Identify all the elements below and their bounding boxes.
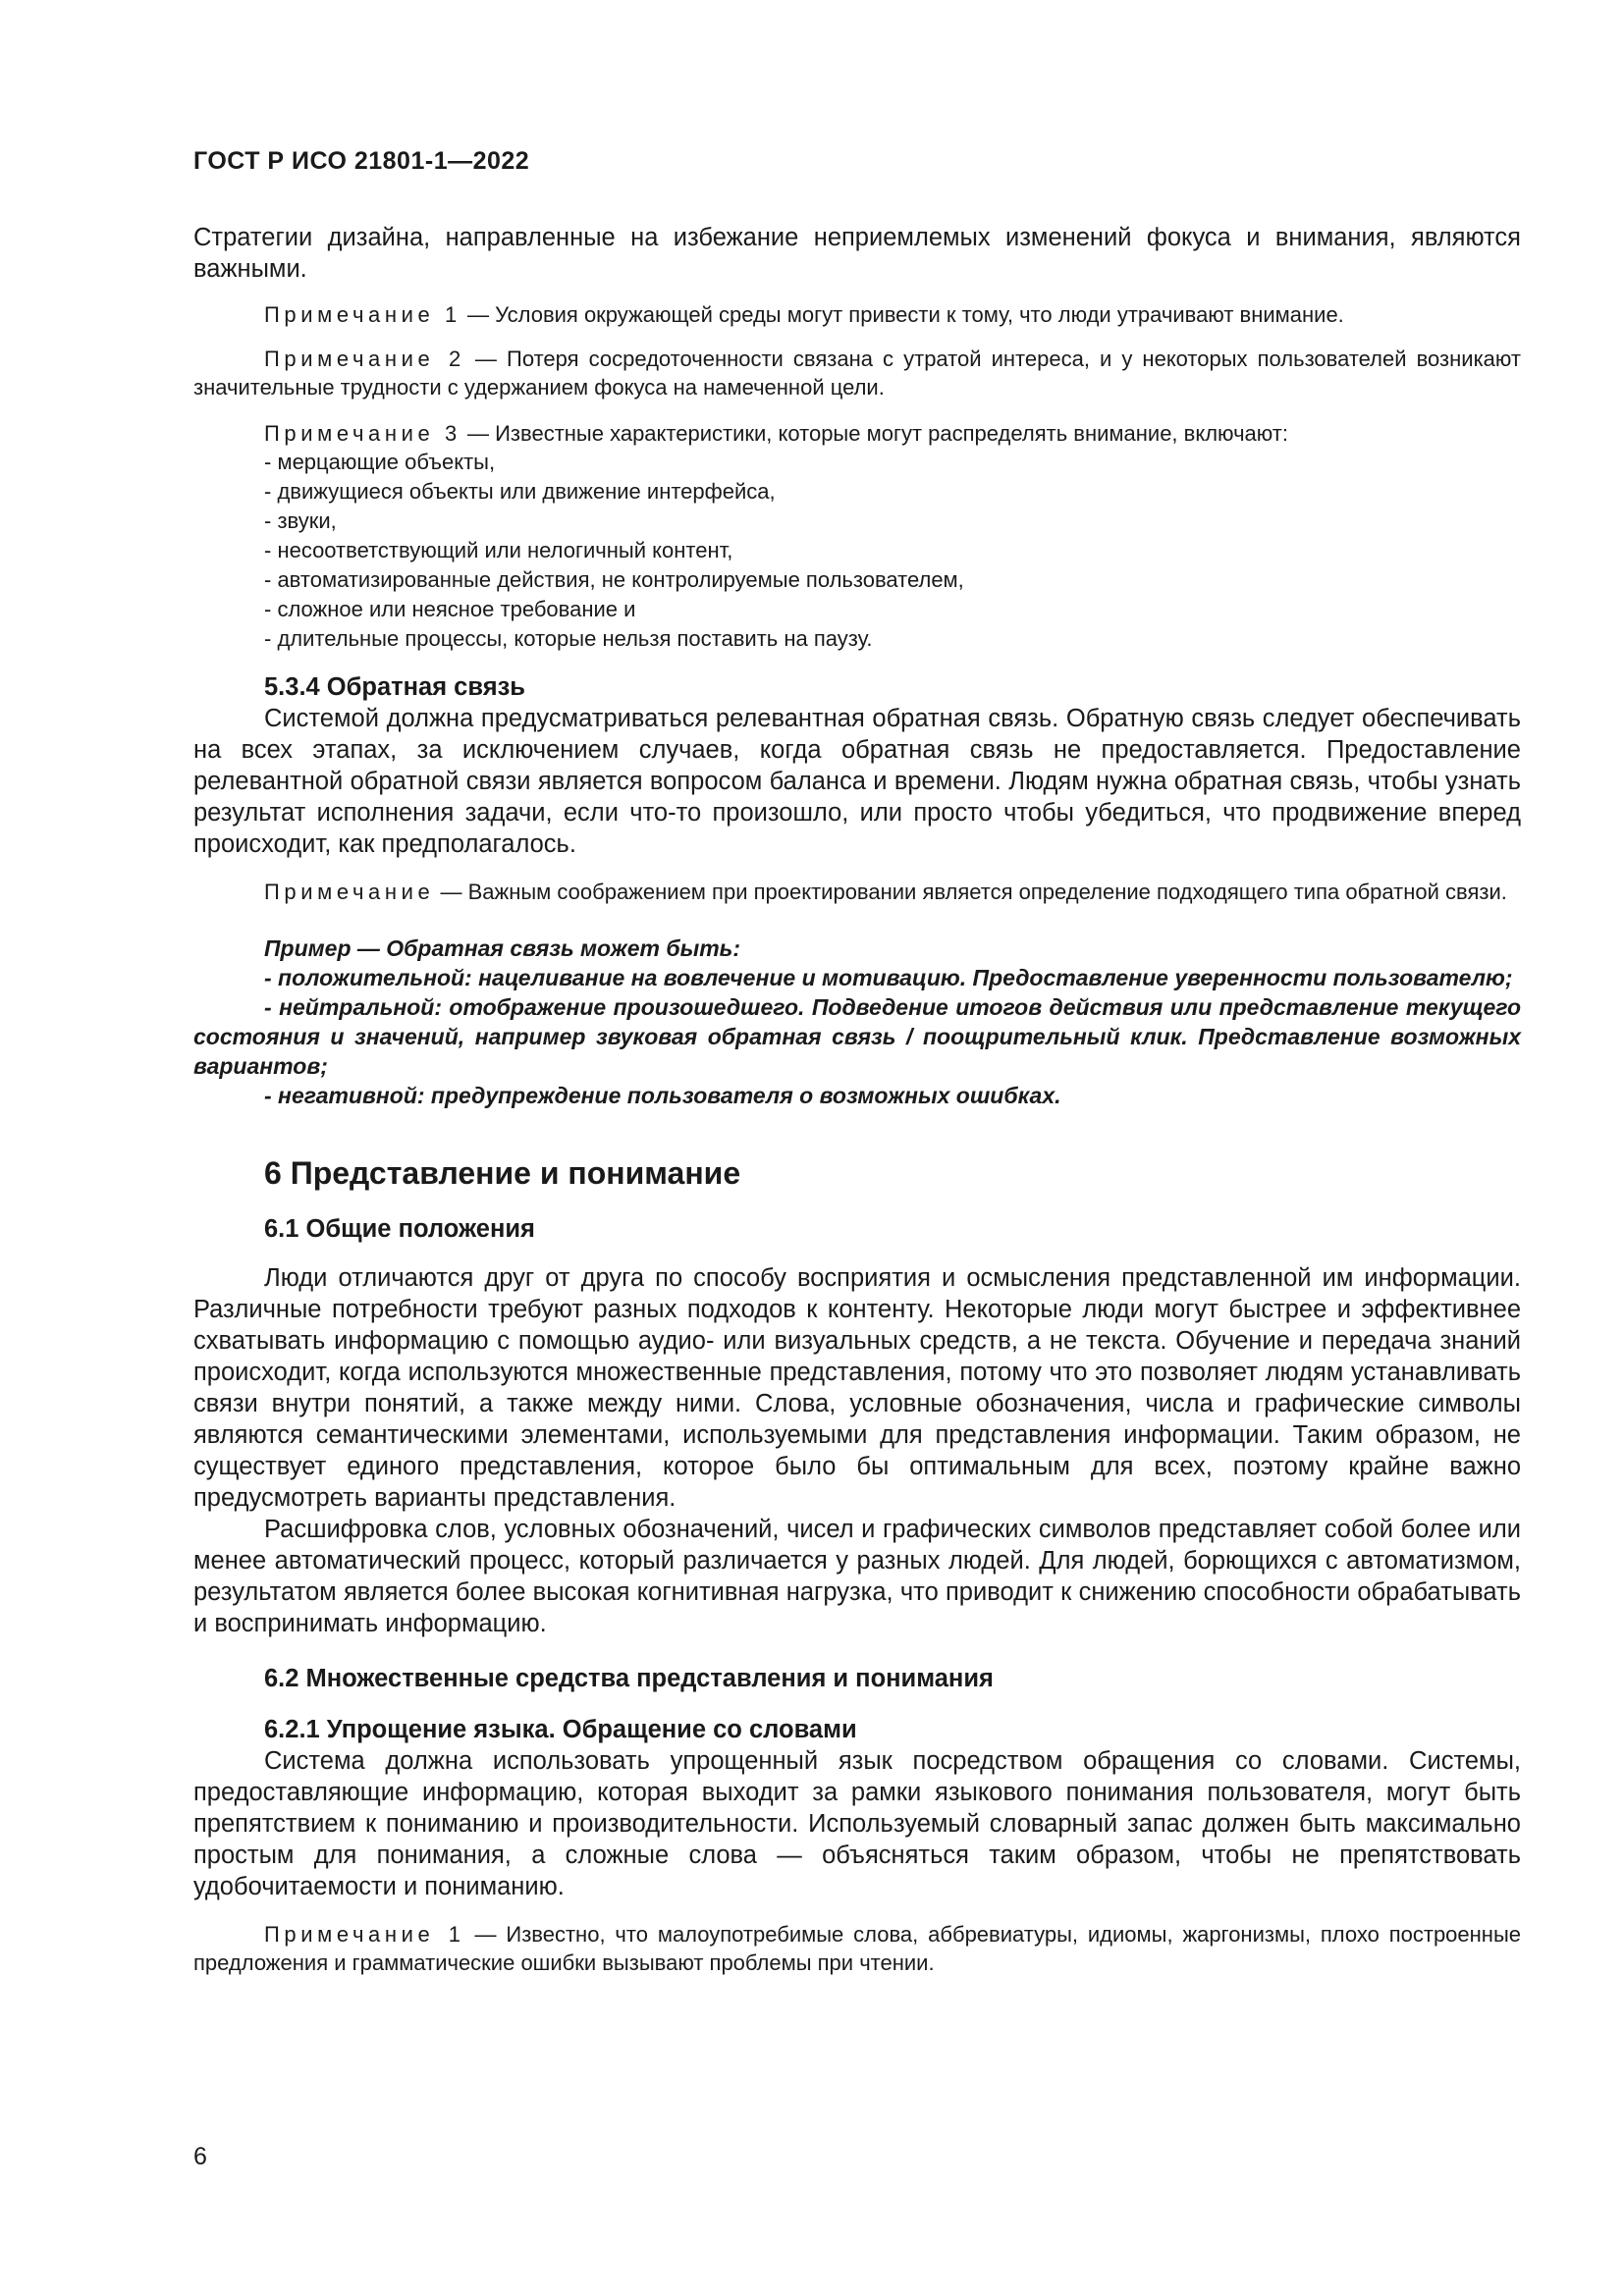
- note-3: [193, 419, 1521, 448]
- note-3-list: [193, 448, 1521, 654]
- section-5-3-4-note: [193, 878, 1521, 906]
- note-1: [193, 300, 1521, 329]
- note-text: — Важным соображением при проектировании является определение подходящего типа обратной связи.: [434, 880, 1507, 904]
- note-text: — Известно, что малоупотребимые слова, аббревиатуры, идиомы, жаргонизмы, плохо построенные предложения и грамматические ошибки вызывают проблемы при чтении.: [193, 1922, 1521, 1975]
- section-6-1-paragraph-2: Расшифровка слов, условных обозначений, чисел и графических символов представляет собой более или менее автоматический процесс, который различается у разных людей. Для людей, борющихся с автоматизмом, результатом является более высокая когнитивная нагрузка, что приводит к снижению способности обрабатывать и воспринимать информацию.: [193, 1516, 1521, 1637]
- section-6-2-1-note: [193, 1920, 1521, 1977]
- note-text: — Потеря сосредоточенности связана с утратой интереса, и у некоторых пользователей возникают значительные трудности с удержанием фокуса на намеченной цели.: [193, 347, 1522, 400]
- page-content: [193, 222, 1521, 1977]
- list-item: - движущиеся объекты или движение интерфейса,: [264, 479, 776, 504]
- section-6-2-1-body: Система должна использовать упрощенный язык посредством обращения со словами. Системы, предоставляющие информацию, которая выходит за рамки языкового понимания пользователя, могут быть препятствием к пониманию и производительности. Используемый словарный запас должен быть максимально простым для понимания, а сложные слова — объясняться таким образом, чтобы не препятствовать удобочитаемости и пониманию.: [193, 1747, 1521, 1900]
- note-label: Примечание 1: [264, 1922, 465, 1947]
- list-item: - сложное или неясное требование и: [264, 597, 636, 621]
- example-line: - негативной: предупреждение пользователя о возможных ошибках.: [264, 1083, 1061, 1108]
- example-line: Пример — Обратная связь может быть:: [264, 935, 740, 961]
- example-line: - нейтральной: отображение произошедшего. Подведение итогов действия или представление текущего состояния и значений, например звуковая обратная связь / поощрительный клик. Представление возможных вариантов;: [193, 994, 1521, 1079]
- section-6-1-title: 6.1 Общие положения: [264, 1215, 535, 1243]
- example-block: [193, 934, 1521, 1110]
- section-5-3-4-title: 5.3.4 Обратная связь: [264, 673, 525, 701]
- section-5-3-4-body: Системой должна предусматриваться релевантная обратная связь. Обратную связь следует обеспечивать на всех этапах, за исключением случаев, когда обратная связь не предоставляется. Предоставление релевантной обратной связи является вопросом баланса и времени. Людям нужна обратная связь, чтобы узнать результат исполнения задачи, если что-то произошло, или просто чтобы убедиться, что продвижение вперед происходит, как предполагалось.: [193, 705, 1521, 858]
- note-label: Примечание 3: [264, 421, 461, 446]
- note-label: Примечание 1: [264, 302, 461, 327]
- list-item: - длительные процессы, которые нельзя поставить на паузу.: [264, 626, 873, 651]
- note-2: [193, 345, 1521, 401]
- page-number: 6: [193, 2143, 207, 2170]
- list-item: - звуки,: [264, 508, 337, 533]
- note-text: — Условия окружающей среды могут привести к тому, что люди утрачивают внимание.: [460, 302, 1344, 327]
- intro-paragraph: Стратегии дизайна, направленные на избежание неприемлемых изменений фокуса и внимания, являются важными.: [193, 224, 1521, 283]
- document-header: ГОСТ Р ИСО 21801-1—2022: [193, 147, 530, 175]
- note-label: Примечание: [264, 880, 435, 904]
- note-text: — Известные характеристики, которые могут распределять внимание, включают:: [460, 421, 1288, 446]
- section-6-title: 6 Представление и понимание: [264, 1155, 741, 1191]
- section-6-2-1-title: 6.2.1 Упрощение языка. Обращение со словами: [264, 1716, 857, 1743]
- section-6-2-title: 6.2 Множественные средства представления и понимания: [264, 1665, 994, 1692]
- example-line: - положительной: нацеливание на вовлечение и мотивацию. Предоставление уверенности пользователю;: [264, 965, 1513, 990]
- list-item: - несоответствующий или нелогичный контент,: [264, 538, 733, 562]
- note-label: Примечание 2: [264, 347, 465, 371]
- list-item: - мерцающие объекты,: [264, 450, 496, 474]
- section-6-1-paragraph-1: Люди отличаются друг от друга по способу восприятия и осмысления представленной им информации. Различные потребности требуют разных подходов к контенту. Некоторые люди могут быстрее и эффективнее схватывать информацию с помощью аудио- или визуальных средств, а не текста. Обучение и передача знаний происходит, когда используются множественные представления, потому что это позволяет людям устанавливать связи внутри понятий, а также между ними. Слова, условные обозначения, числа и графические символы являются семантическими элементами, используемыми для представления информации. Таким образом, не существует единого представления, которое было бы оптимальным для всех, поэтому крайне важно предусмотреть варианты представления.: [193, 1264, 1521, 1512]
- list-item: - автоматизированные действия, не контролируемые пользователем,: [264, 567, 964, 592]
